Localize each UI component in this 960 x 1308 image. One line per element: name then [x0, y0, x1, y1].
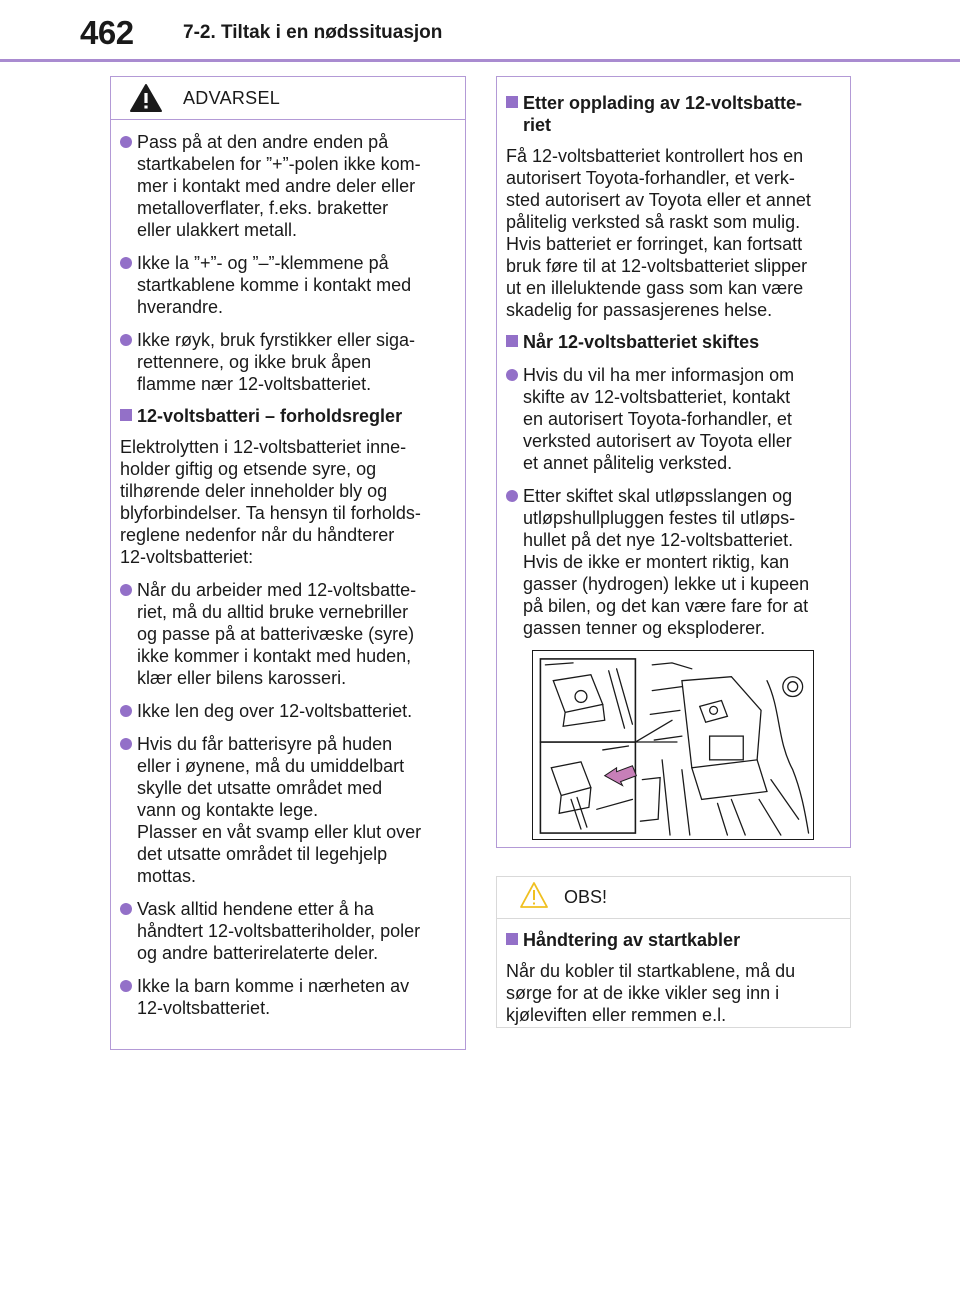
- text-line: skifte av 12-voltsbatteriet, kontakt: [523, 387, 791, 407]
- text-line: metalloverflater, f.eks. braketter: [137, 198, 389, 218]
- list-item: [506, 364, 836, 474]
- text-line: hverandre.: [137, 297, 224, 317]
- text-line: holder giftig og etsende syre, og: [120, 459, 377, 479]
- section-heading: [506, 929, 836, 951]
- text-line: Etter skiftet skal utløpsslangen og: [523, 486, 793, 506]
- paragraph: [120, 436, 451, 568]
- text-line: blyforbindelser. Ta hensyn til forholds-: [120, 503, 421, 523]
- text-line: Elektrolytten i 12-voltsbatteriet inne-: [120, 437, 407, 457]
- round-bullet-icon: [120, 257, 132, 269]
- text-line: håndtert 12-voltsbatteriholder, poler: [137, 921, 421, 941]
- text-line: Hvis batteriet er forringet, kan fortsatt: [506, 234, 803, 254]
- round-bullet-icon: [120, 705, 132, 717]
- text-line: bruk føre til at 12-voltsbatteriet slipper: [506, 256, 808, 276]
- text-line: skadelig for passasjerenes helse.: [506, 300, 773, 320]
- text-line: Hvis du får batterisyre på huden: [137, 734, 393, 754]
- list-item: [506, 485, 836, 639]
- paragraph: [506, 960, 836, 1026]
- text-line: Hvis de ikke er montert riktig, kan: [523, 552, 790, 572]
- list-item: [120, 579, 451, 689]
- text-line: Etter opplading av 12-voltsbatte-: [523, 93, 803, 113]
- text-line: Få 12-voltsbatteriet kontrollert hos en: [506, 146, 804, 166]
- notice-title: OBS!: [564, 887, 608, 907]
- header-rule: [0, 59, 960, 62]
- list-item: [120, 329, 451, 395]
- section-title: 7-2. Tiltak i en nødssituasjon: [183, 22, 443, 43]
- text-line: mer i kontakt med andre deler eller: [137, 176, 416, 196]
- list-item: [120, 975, 451, 1019]
- text-line: Pass på at den andre enden på: [137, 132, 389, 152]
- text-line: et annet pålitelig verksted.: [523, 453, 733, 473]
- section-heading: [506, 92, 836, 136]
- text-line: eller ulakkert metall.: [137, 220, 298, 240]
- text-line: en autorisert Toyota-forhandler, et: [523, 409, 792, 429]
- section-heading: [506, 331, 836, 353]
- text-line: pålitelig verksted så raskt som mulig.: [506, 212, 801, 232]
- text-line: eller i øynene, må du umiddelbart: [137, 756, 405, 776]
- notice-box: [496, 876, 851, 1028]
- list-item: [120, 252, 451, 318]
- section-heading: [120, 405, 451, 427]
- text-line: Vask alltid hendene etter å ha: [137, 899, 374, 919]
- notice-body: [497, 929, 850, 1026]
- list-item: [120, 898, 451, 964]
- text-line: klær eller bilens karosseri.: [137, 668, 347, 688]
- square-bullet-icon: [506, 933, 518, 945]
- text-line: riet: [523, 115, 552, 135]
- warning-header: [111, 77, 465, 120]
- round-bullet-icon: [120, 980, 132, 992]
- text-line: utløpshullpluggen festes til utløps-: [523, 508, 796, 528]
- round-bullet-icon: [120, 903, 132, 915]
- battery-replacement-body: [497, 77, 850, 639]
- notice-header: [497, 877, 850, 919]
- caution-outline-icon: [519, 881, 549, 909]
- text-line: ikke kommer i kontakt med huden,: [137, 646, 412, 666]
- round-bullet-icon: [120, 584, 132, 596]
- text-line: det utsatte området til legehjelp: [137, 844, 388, 864]
- list-item: [120, 131, 451, 241]
- text-line: Når du arbeider med 12-voltsbatte-: [137, 580, 417, 600]
- text-line: gasser (hydrogen) lekke ut i kupeen: [523, 574, 810, 594]
- text-line: Ikke la ”+”- og ”–”-klemmene på: [137, 253, 389, 273]
- text-line: Plasser en våt svamp eller klut over: [137, 822, 422, 842]
- round-bullet-icon: [506, 369, 518, 381]
- text-line: Når du kobler til startkablene, må du: [506, 961, 796, 981]
- text-line: 12-voltsbatteri – forholdsregler: [137, 406, 403, 426]
- text-line: sørge for at de ikke vikler seg inn i: [506, 983, 780, 1003]
- page-header: [0, 0, 960, 62]
- text-line: Hvis du vil ha mer informasjon om: [523, 365, 795, 385]
- text-line: startkabelen for ”+”-polen ikke kom-: [137, 154, 421, 174]
- warning-title: ADVARSEL: [183, 88, 281, 108]
- text-line: på bilen, og det kan være fare for at: [523, 596, 809, 616]
- battery-illustration: [532, 650, 814, 840]
- text-line: Håndtering av startkabler: [523, 930, 741, 950]
- square-bullet-icon: [506, 335, 518, 347]
- text-line: autorisert Toyota-forhandler, et verk-: [506, 168, 795, 188]
- paragraph: [506, 145, 836, 321]
- text-line: flamme nær 12-voltsbatteriet.: [137, 374, 372, 394]
- text-line: og passe på at batterivæske (syre): [137, 624, 415, 644]
- text-line: startkablene komme i kontakt med: [137, 275, 412, 295]
- text-line: 12-voltsbatteriet:: [120, 547, 254, 567]
- text-line: reglene nedenfor når du håndterer: [120, 525, 395, 545]
- round-bullet-icon: [120, 136, 132, 148]
- round-bullet-icon: [506, 490, 518, 502]
- square-bullet-icon: [120, 409, 132, 421]
- round-bullet-icon: [120, 738, 132, 750]
- text-line: mottas.: [137, 866, 197, 886]
- text-line: Ikke røyk, bruk fyrstikker eller siga-: [137, 330, 416, 350]
- text-line: Når 12-voltsbatteriet skiftes: [523, 332, 760, 352]
- text-line: vann og kontakte lege.: [137, 800, 319, 820]
- page-number: 462: [80, 14, 134, 51]
- text-line: ut en illeluktende gass som kan være: [506, 278, 804, 298]
- text-line: kjøleviften eller remmen e.l.: [506, 1005, 727, 1025]
- warning-triangle-icon: [129, 83, 163, 113]
- text-line: skylle det utsatte området med: [137, 778, 383, 798]
- text-line: og andre batterirelaterte deler.: [137, 943, 379, 963]
- list-item: [120, 700, 451, 722]
- text-line: sted autorisert av Toyota eller et annet: [506, 190, 811, 210]
- text-line: Ikke len deg over 12-voltsbatteriet.: [137, 701, 413, 721]
- text-line: riet, må du alltid bruke vernebriller: [137, 602, 409, 622]
- round-bullet-icon: [120, 334, 132, 346]
- text-line: Ikke la barn komme i nærheten av: [137, 976, 410, 996]
- text-line: gassen tenner og eksploderer.: [523, 618, 766, 638]
- square-bullet-icon: [506, 96, 518, 108]
- text-line: rettennere, og ikke bruk åpen: [137, 352, 372, 372]
- warning-box: [110, 76, 466, 1050]
- list-item: [120, 733, 451, 887]
- warning-body: [111, 131, 465, 1019]
- text-line: verksted autorisert av Toyota eller: [523, 431, 792, 451]
- text-line: hullet på det nye 12-voltsbatteriet.: [523, 530, 794, 550]
- text-line: 12-voltsbatteriet.: [137, 998, 271, 1018]
- text-line: tilhørende deler inneholder bly og: [120, 481, 388, 501]
